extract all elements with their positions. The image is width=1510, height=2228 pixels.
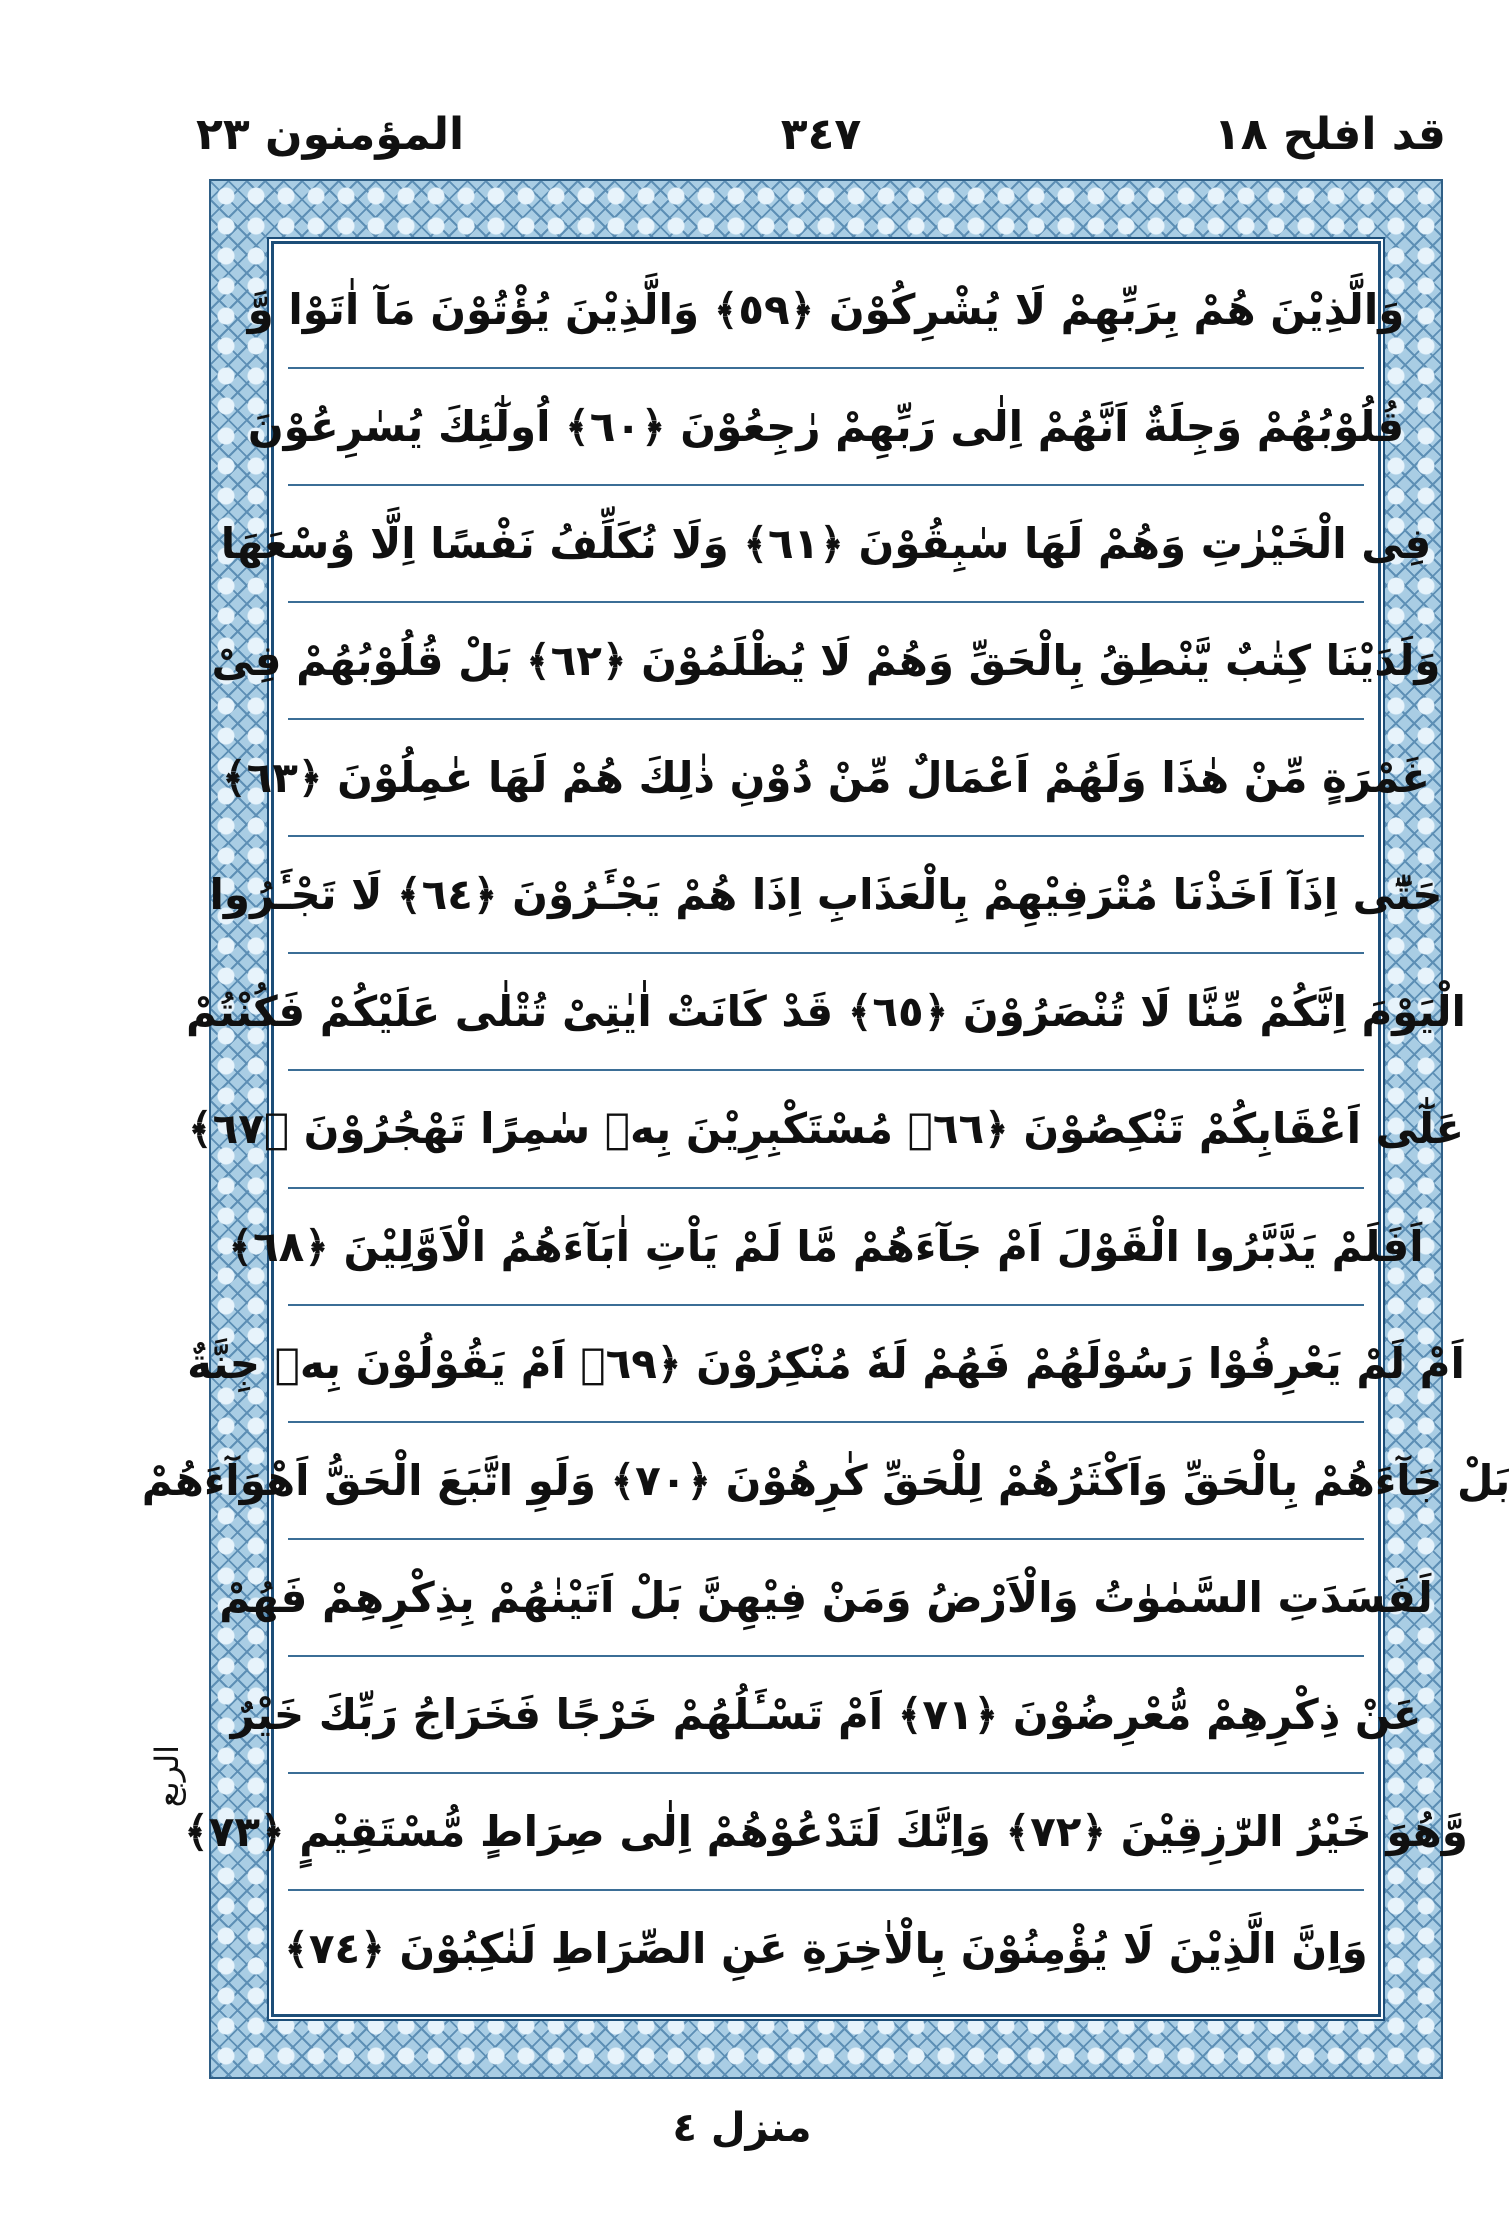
verse-line: وَالَّذِيْنَ هُمْ بِرَبِّهِمْ لَا يُشْرِكُوْنَ ﴿٥٩﴾ وَالَّذِيْنَ يُؤْتُوْنَ مَآ اٰتَوْا وَّ [288, 252, 1364, 369]
verse-line: حَتّٰٓى اِذَآ اَخَذْنَا مُتْرَفِيْهِمْ بِالْعَذَابِ اِذَا هُمْ يَجْـَٔرُوْنَ ﴿٦٤﴾ لَا تَجْـَٔرُوا [288, 837, 1364, 954]
verse-line: لَفَسَدَتِ السَّمٰوٰتُ وَالْاَرْضُ وَمَنْ فِيْهِنَّ بَلْ اَتَيْنٰهُمْ بِذِكْرِهِمْ فَهُمْ [288, 1540, 1364, 1657]
juz-title: قد افلح ١٨ [1213, 109, 1446, 160]
verse-line: اَمْ لَمْ يَعْرِفُوْا رَسُوْلَهُمْ فَهُمْ لَهٗ مُنْكِرُوْنَ ﴿٦٩﴾ اَمْ يَقُوْلُوْنَ بِهٖ جِنَّةٌ [288, 1306, 1364, 1423]
verse-line: غَمْرَةٍ مِّنْ هٰذَا وَلَهُمْ اَعْمَالٌ مِّنْ دُوْنِ ذٰلِكَ هُمْ لَهَا عٰمِلُوْنَ ﴿٦٣﴾ [288, 720, 1364, 837]
surah-title: المؤمنون ٢٣ [196, 109, 465, 160]
verse-line: عَنْ ذِكْرِهِمْ مُّعْرِضُوْنَ ﴿٧١﴾ اَمْ تَسْـَٔلُهُمْ خَرْجًا فَخَرَاجُ رَبِّكَ خَيْرٌ [288, 1657, 1364, 1774]
verse-line: عَلٰٓى اَعْقَابِكُمْ تَنْكِصُوْنَ ﴿٦٦﴾ مُسْتَكْبِرِيْنَ بِهٖ سٰمِرًا تَهْجُرُوْنَ ﴿٦٧﴾ [288, 1071, 1364, 1188]
verse-line: اَفَلَمْ يَدَّبَّرُوا الْقَوْلَ اَمْ جَآءَهُمْ مَّا لَمْ يَاْتِ اٰبَآءَهُمُ الْاَوَّلِيْنَ ﴿٦٨﴾ [288, 1189, 1364, 1306]
page-header [196, 100, 1446, 170]
margin-marker: الربع [148, 1745, 186, 1808]
verse-line: وَاِنَّ الَّذِيْنَ لَا يُؤْمِنُوْنَ بِالْاٰخِرَةِ عَنِ الصِّرَاطِ لَنٰكِبُوْنَ ﴿٧٤﴾ [284, 1923, 1368, 1973]
verse-line: بَلْ جَآءَهُمْ بِالْحَقِّ وَاَكْثَرُهُمْ لِلْحَقِّ كٰرِهُوْنَ ﴿٧٠﴾ وَلَوِ اتَّبَعَ الْحَقُّ اَهْوَآءَهُمْ [288, 1423, 1364, 1540]
verse-line: الْيَوْمَ اِنَّكُمْ مِّنَّا لَا تُنْصَرُوْنَ ﴿٦٥﴾ قَدْ كَانَتْ اٰيٰتِىْ تُتْلٰى عَلَيْكُمْ فَكُنْتُمْ [288, 954, 1364, 1071]
manzil-footer: منزل ٤ [672, 2105, 812, 2151]
page-number: ٣٤٧ [780, 109, 862, 160]
verse-line: وَّهُوَ خَيْرُ الرّٰزِقِيْنَ ﴿٧٢﴾ وَاِنَّكَ لَتَدْعُوْهُمْ اِلٰى صِرَاطٍ مُّسْتَقِيْمٍ ﴿٧٣﴾ [288, 1774, 1364, 1891]
verse-line: فِى الْخَيْرٰتِ وَهُمْ لَهَا سٰبِقُوْنَ ﴿٦١﴾ وَلَا نُكَلِّفُ نَفْسًا اِلَّا وُسْعَهَا [288, 486, 1364, 603]
verse-line: وَلَدَيْنَا كِتٰبٌ يَّنْطِقُ بِالْحَقِّ وَهُمْ لَا يُظْلَمُوْنَ ﴿٦٢﴾ بَلْ قُلُوْبُهُمْ فِىْ [288, 603, 1364, 720]
verse-line: قُلُوْبُهُمْ وَجِلَةٌ اَنَّهُمْ اِلٰى رَبِّهِمْ رٰجِعُوْنَ ﴿٦٠﴾ اُولٰٓئِكَ يُسٰرِعُوْنَ [288, 369, 1364, 486]
